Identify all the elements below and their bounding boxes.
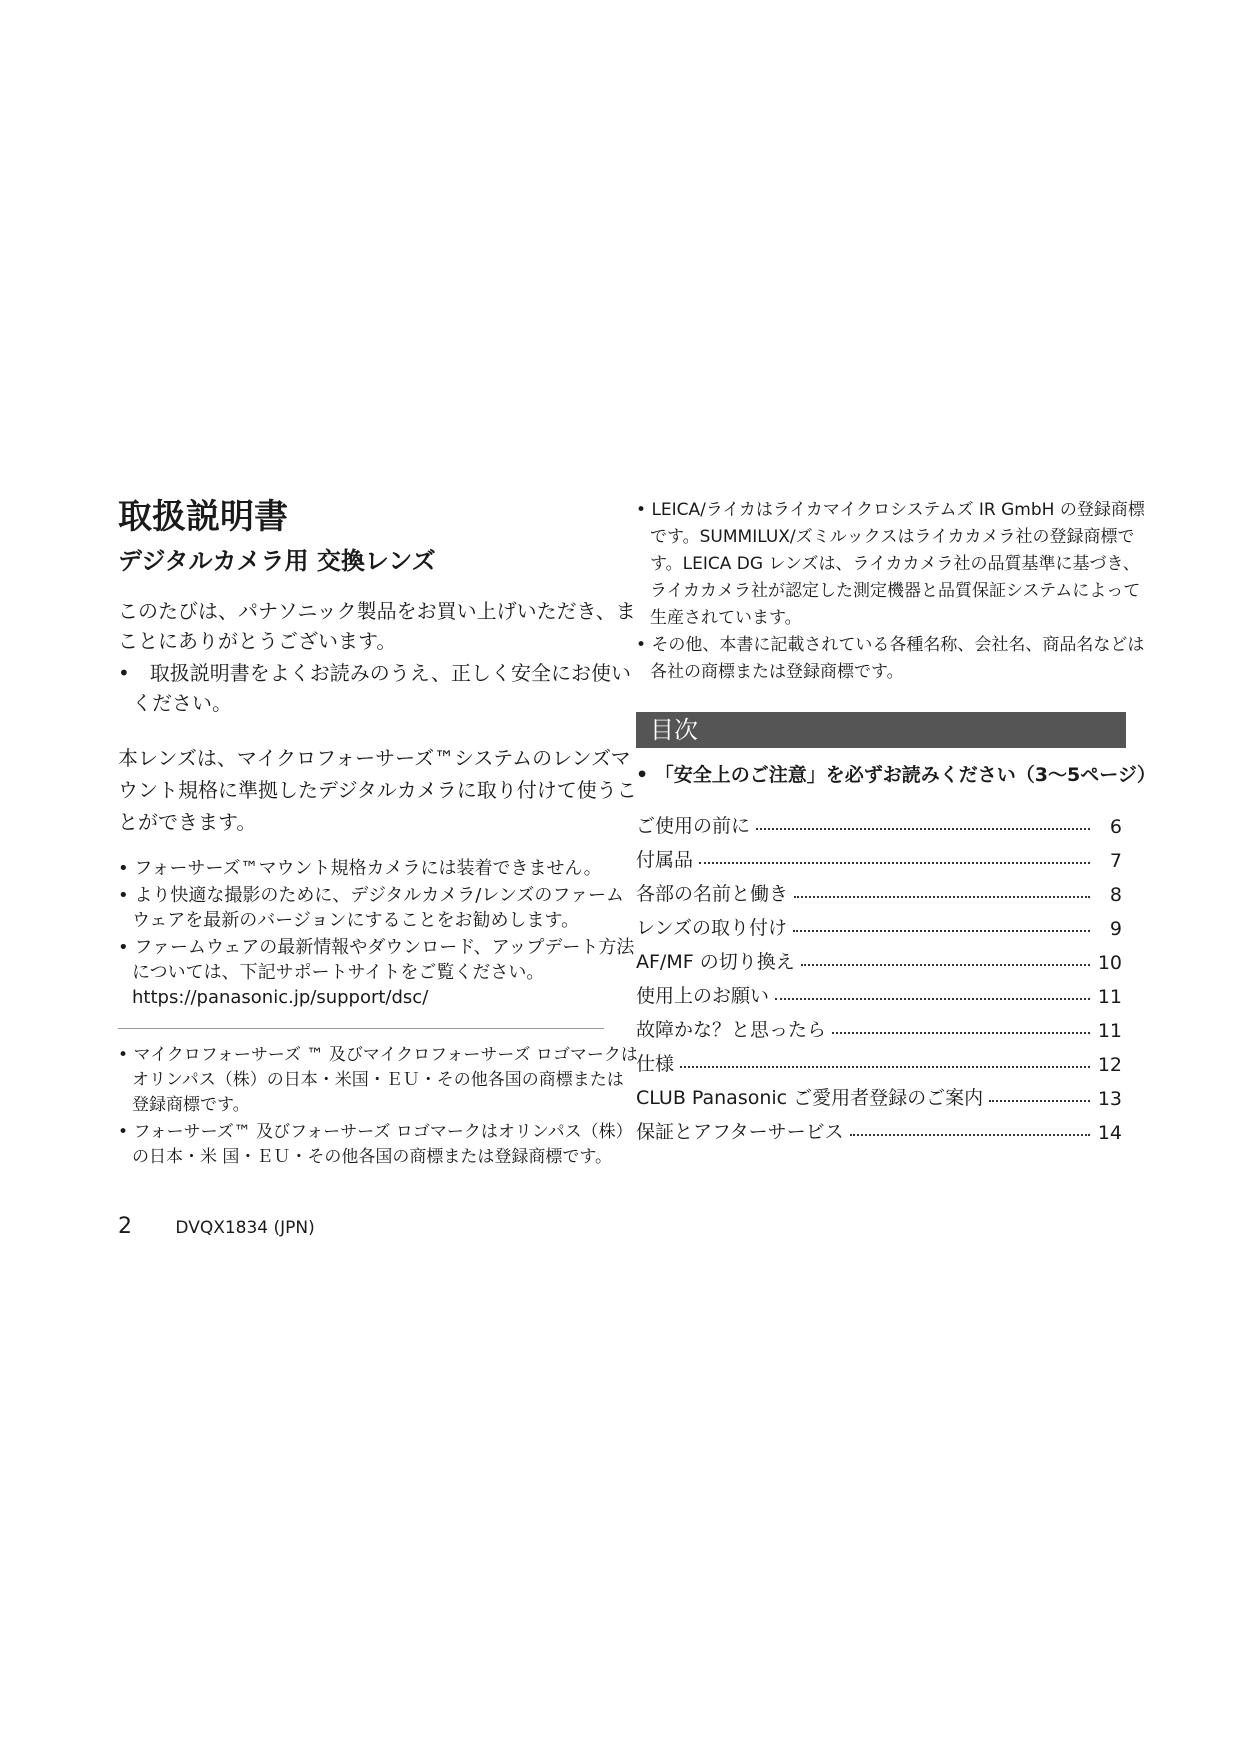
note-item: • ファームウェアの最新情報やダウンロード、アップデート方法については、下記サポートサイトをご覧ください。 https://panasonic.jp/support/dsc/ [118, 935, 638, 1010]
trademark-text: フォーサーズ™ 及びフォーサーズ ロゴマークはオリンパス（株）の日本・米 国・ＥＵ・その他各国の商標または登録商標です。 [132, 1122, 633, 1167]
right-column [636, 497, 1156, 1144]
toc-leader [850, 1134, 1090, 1136]
toc-label: CLUB Panasonic ご愛用者登録のご案内 [636, 1087, 984, 1109]
trademark-text: LEICA/ライカはライカマイクロシステムズ IR GmbH の登録商標です。SUMMILUX/ズミルックスはライカカメラ社の登録商標です。LEICA DG レンズは、ライカカメラ社の品質基準に基づき、ライカカメラ社が認定した測定機器と品質保証システムによって生産されています。 [650, 500, 1145, 628]
toc-label: 各部の名前と働き [636, 883, 789, 905]
toc-leader [699, 862, 1090, 864]
note-text: ファームウェアの最新情報やダウンロード、アップデート方法については、下記サポートサイトをご覧ください。 [132, 937, 635, 983]
safety-notice-text: 「安全上のご注意」を必ずお読みください（3～5ページ） [654, 764, 1156, 786]
trademark-item: • フォーサーズ™ 及びフォーサーズ ロゴマークはオリンパス（株）の日本・米 国・ＥＵ・その他各国の商標または登録商標です。 [118, 1122, 633, 1167]
toc-page: 12 [1097, 1054, 1122, 1076]
intro-text: このたびは、パナソニック製品をお買い上げいただき、まことにありがとうございます。 [118, 599, 636, 653]
trademark-text: その他、本書に記載されている各種名称、会社名、商品名などは各社の商標または登録商標です。 [650, 635, 1145, 682]
page-footer [118, 1214, 315, 1239]
trademark-item: • その他、本書に記載されている各種名称、会社名、商品名などは各社の商標または登録商標です。 [636, 635, 1145, 682]
note-text: より快適な撮影のために、デジタルカメラ/レンズのファームウェアを最新のバージョンにすることをお勧めします。 [132, 885, 624, 931]
toc-entry[interactable] [636, 804, 1122, 838]
toc-leader [832, 1032, 1090, 1034]
toc-entry[interactable] [636, 1042, 1122, 1076]
page-title: 取扱説明書 [118, 497, 288, 537]
toc-entry[interactable] [636, 872, 1122, 906]
intro-bullet: • 取扱説明書をよくお読みのうえ、正しく安全にお使いください。 [118, 661, 631, 715]
safety-notice: • 「安全上のご注意」を必ずお読みください（3～5ページ） [636, 764, 1156, 786]
toc-entry[interactable] [636, 838, 1122, 872]
toc-page: 7 [1109, 850, 1122, 872]
lens-description: 本レンズは、マイクロフォーサーズ™システムのレンズマウント規格に準拠したデジタルカメラに取り付けて使うことができます。 [118, 746, 637, 834]
note-text: フォーサーズ™マウント規格カメラには装着できません。 [134, 858, 602, 879]
divider [118, 1028, 604, 1029]
toc-page: 8 [1109, 884, 1122, 906]
toc-page: 6 [1109, 816, 1122, 838]
left-column [118, 494, 638, 1172]
toc-label: AF/MF の切り換え [636, 951, 795, 973]
toc-page: 11 [1097, 1020, 1122, 1042]
toc-entry[interactable] [636, 940, 1122, 974]
toc-label: 使用上のお願い [636, 985, 770, 1007]
page-subtitle: デジタルカメラ用 交換レンズ [118, 547, 436, 575]
toc-leader [989, 1100, 1090, 1102]
toc-entry[interactable] [636, 1008, 1122, 1042]
trademark-item: • マイクロフォーサーズ ™ 及びマイクロフォーサーズ ロゴマークはオリンパス（株）の日本・米国・ＥＵ・その他各国の商標または登録商標です。 [118, 1045, 638, 1115]
toc-label: 付属品 [636, 849, 694, 871]
toc-page: 10 [1097, 952, 1122, 974]
toc-leader [793, 930, 1090, 932]
toc-leader [680, 1066, 1090, 1068]
toc-leader [794, 896, 1090, 898]
toc-label: 保証とアフターサービス [636, 1121, 844, 1143]
trademark-text: マイクロフォーサーズ ™ 及びマイクロフォーサーズ ロゴマークはオリンパス（株）の日本・米国・ＥＵ・その他各国の商標または登録商標です。 [132, 1045, 638, 1115]
toc-label: ご使用の前に [636, 815, 751, 837]
notes-list [118, 856, 638, 1010]
toc-page: 14 [1097, 1122, 1122, 1144]
toc-entry[interactable] [636, 1110, 1122, 1144]
toc-entry[interactable] [636, 1076, 1122, 1110]
note-item: • フォーサーズ™マウント規格カメラには装着できません。 [118, 858, 602, 879]
toc-entry[interactable] [636, 974, 1122, 1008]
toc-entry[interactable] [636, 906, 1122, 940]
support-url: https://panasonic.jp/support/dsc/ [132, 987, 429, 1008]
toc-label: 仕様 [636, 1053, 675, 1075]
note-item: • より快適な撮影のために、デジタルカメラ/レンズのファームウェアを最新のバージョンにすることをお勧めします。 [118, 885, 624, 931]
document-code: DVQX1834 (JPN) [175, 1218, 315, 1238]
toc-label: レンズの取り付け [636, 917, 787, 939]
toc-heading: 目次 [636, 712, 1126, 748]
toc-page: 11 [1097, 986, 1122, 1008]
toc-page: 13 [1097, 1088, 1122, 1110]
toc-label: 故障かな？と思ったら [636, 1019, 827, 1041]
page-number: 2 [118, 1214, 132, 1239]
toc-leader [801, 964, 1090, 966]
table-of-contents [636, 804, 1122, 1144]
toc-leader [775, 998, 1090, 1000]
toc-leader [756, 828, 1090, 830]
intro-bullet-text: 取扱説明書をよくお読みのうえ、正しく安全にお使いください。 [132, 661, 631, 715]
toc-page: 9 [1109, 918, 1122, 940]
trademark-item: • LEICA/ライカはライカマイクロシステムズ IR GmbH の登録商標です。SUMMILUX/ズミルックスはライカカメラ社の登録商標です。LEICA DG レンズは、ライカカメラ社の品質基準に基づき、ライカカメラ社が認定した測定機器と品質保証システムによって生産されています。 [636, 500, 1145, 628]
